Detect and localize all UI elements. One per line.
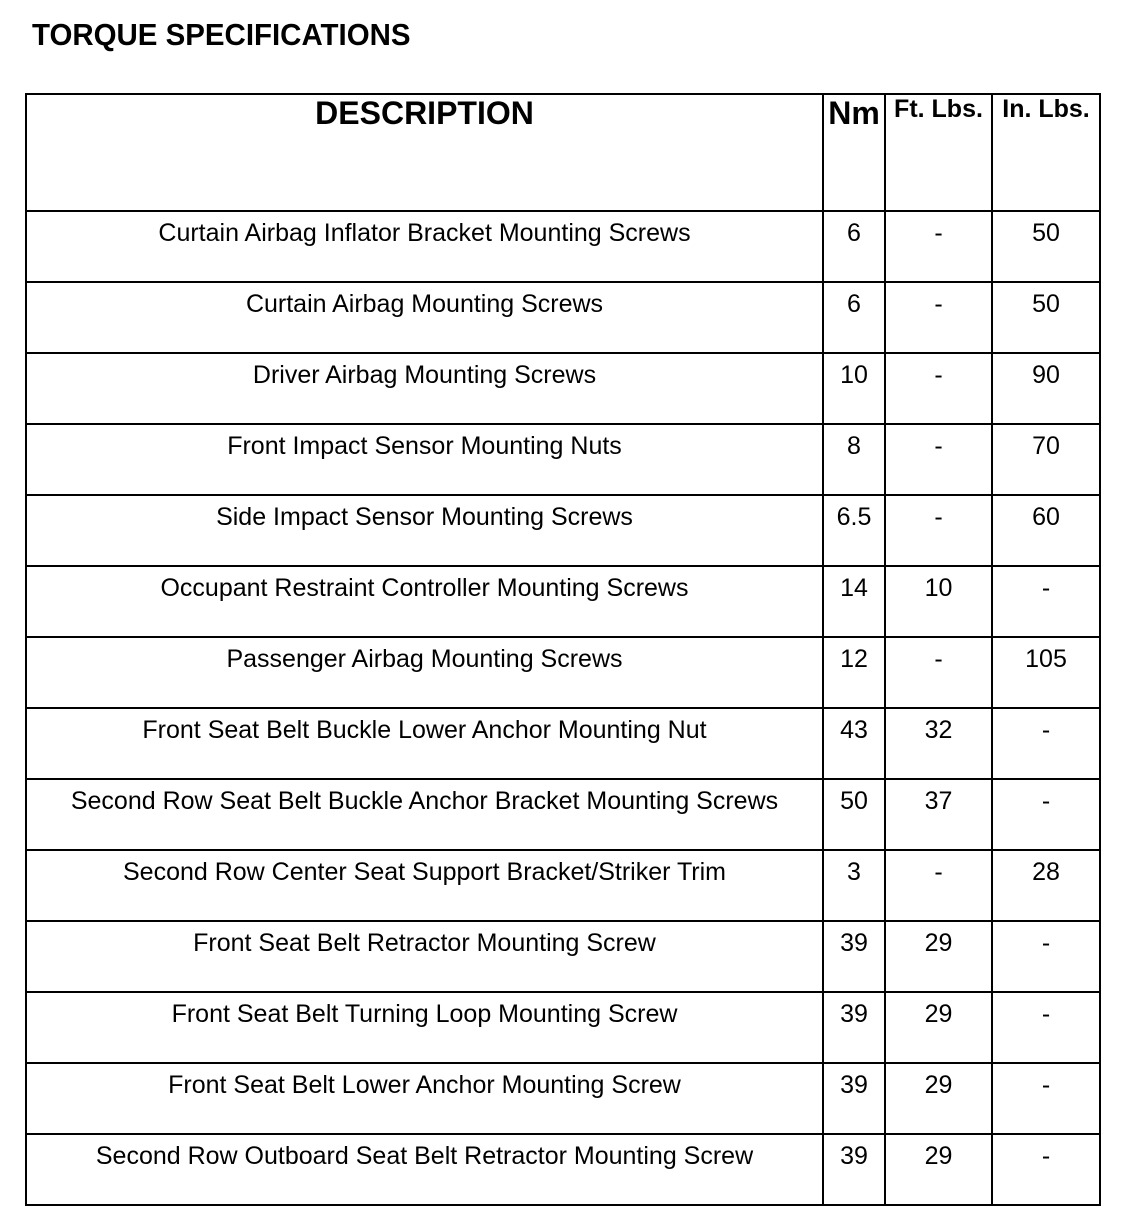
description-cell: [26, 708, 823, 779]
ft-lbs-cell: -: [885, 850, 992, 921]
in-lbs-cell: -: [992, 708, 1100, 779]
description-cell: [26, 495, 823, 566]
description-cell: [26, 921, 823, 992]
nm-cell: 39: [823, 921, 885, 992]
description-text: Side Impact Sensor Mounting Screws: [216, 503, 633, 531]
header-in-lbs: In. Lbs.: [992, 94, 1100, 211]
description-cell: [26, 1063, 823, 1134]
description-text: Second Row Seat Belt Buckle Anchor Bracket Mounting Screws: [70, 787, 779, 815]
ft-lbs-cell: 32: [885, 708, 992, 779]
page-title: TORQUE SPECIFICATIONS: [32, 17, 411, 52]
description-cell: [26, 282, 823, 353]
description-cell: [26, 353, 823, 424]
description-text: Front Seat Belt Retractor Mounting Screw: [193, 929, 656, 957]
nm-cell: 12: [823, 637, 885, 708]
table-row: [26, 992, 1100, 1063]
ft-lbs-cell: 29: [885, 921, 992, 992]
description-cell: [26, 779, 823, 850]
description-text: Occupant Restraint Controller Mounting Screws: [160, 574, 689, 602]
ft-lbs-cell: -: [885, 211, 992, 282]
in-lbs-cell: -: [992, 566, 1100, 637]
nm-cell: 6: [823, 211, 885, 282]
description-cell: [26, 211, 823, 282]
nm-cell: 43: [823, 708, 885, 779]
in-lbs-cell: -: [992, 992, 1100, 1063]
in-lbs-cell: -: [992, 921, 1100, 992]
nm-cell: 6: [823, 282, 885, 353]
ft-lbs-cell: -: [885, 637, 992, 708]
table-row: [26, 850, 1100, 921]
description-text: Curtain Airbag Inflator Bracket Mounting Screws: [158, 219, 691, 247]
description-text: Curtain Airbag Mounting Screws: [245, 290, 604, 318]
in-lbs-cell: -: [992, 1063, 1100, 1134]
torque-spec-table: [25, 93, 1101, 1206]
description-cell: [26, 992, 823, 1063]
description-cell: [26, 637, 823, 708]
description-text: Driver Airbag Mounting Screws: [252, 361, 597, 389]
nm-cell: 50: [823, 779, 885, 850]
ft-lbs-cell: 37: [885, 779, 992, 850]
table-row: [26, 921, 1100, 992]
table-row: [26, 779, 1100, 850]
ft-lbs-cell: 29: [885, 1063, 992, 1134]
table-row: [26, 211, 1100, 282]
in-lbs-cell: 50: [992, 211, 1100, 282]
in-lbs-cell: 90: [992, 353, 1100, 424]
nm-cell: 3: [823, 850, 885, 921]
table-row: [26, 282, 1100, 353]
header-description: DESCRIPTION: [26, 94, 823, 211]
description-text: Front Seat Belt Turning Loop Mounting Screw: [171, 1000, 678, 1028]
ft-lbs-cell: -: [885, 495, 992, 566]
description-cell: [26, 1134, 823, 1205]
table-row: [26, 1063, 1100, 1134]
table-row: [26, 708, 1100, 779]
ft-lbs-cell: -: [885, 424, 992, 495]
in-lbs-cell: -: [992, 779, 1100, 850]
nm-cell: 39: [823, 1063, 885, 1134]
ft-lbs-cell: 29: [885, 992, 992, 1063]
description-cell: [26, 850, 823, 921]
table-header-row: [26, 94, 1100, 211]
header-nm: Nm: [823, 94, 885, 211]
in-lbs-cell: 60: [992, 495, 1100, 566]
description-text: Second Row Outboard Seat Belt Retractor Mounting Screw: [95, 1142, 754, 1170]
nm-cell: 6.5: [823, 495, 885, 566]
nm-cell: 10: [823, 353, 885, 424]
nm-cell: 8: [823, 424, 885, 495]
in-lbs-cell: 105: [992, 637, 1100, 708]
ft-lbs-cell: -: [885, 282, 992, 353]
description-text: Front Seat Belt Lower Anchor Mounting Screw: [168, 1071, 681, 1099]
ft-lbs-cell: -: [885, 353, 992, 424]
in-lbs-cell: -: [992, 1134, 1100, 1205]
header-ft-lbs: Ft. Lbs.: [885, 94, 992, 211]
in-lbs-cell: 50: [992, 282, 1100, 353]
ft-lbs-cell: 29: [885, 1134, 992, 1205]
description-text: Front Seat Belt Buckle Lower Anchor Mounting Nut: [142, 716, 707, 744]
description-cell: [26, 566, 823, 637]
nm-cell: 39: [823, 992, 885, 1063]
table-row: [26, 637, 1100, 708]
in-lbs-cell: 70: [992, 424, 1100, 495]
ft-lbs-cell: 10: [885, 566, 992, 637]
nm-cell: 14: [823, 566, 885, 637]
table-row: [26, 424, 1100, 495]
table-row: [26, 495, 1100, 566]
table-row: [26, 1134, 1100, 1205]
description-text: Second Row Center Seat Support Bracket/Striker Trim: [122, 858, 727, 886]
description-text: Passenger Airbag Mounting Screws: [226, 645, 623, 673]
table-row: [26, 566, 1100, 637]
description-cell: [26, 424, 823, 495]
description-text: Front Impact Sensor Mounting Nuts: [227, 432, 622, 460]
table-row: [26, 353, 1100, 424]
nm-cell: 39: [823, 1134, 885, 1205]
in-lbs-cell: 28: [992, 850, 1100, 921]
